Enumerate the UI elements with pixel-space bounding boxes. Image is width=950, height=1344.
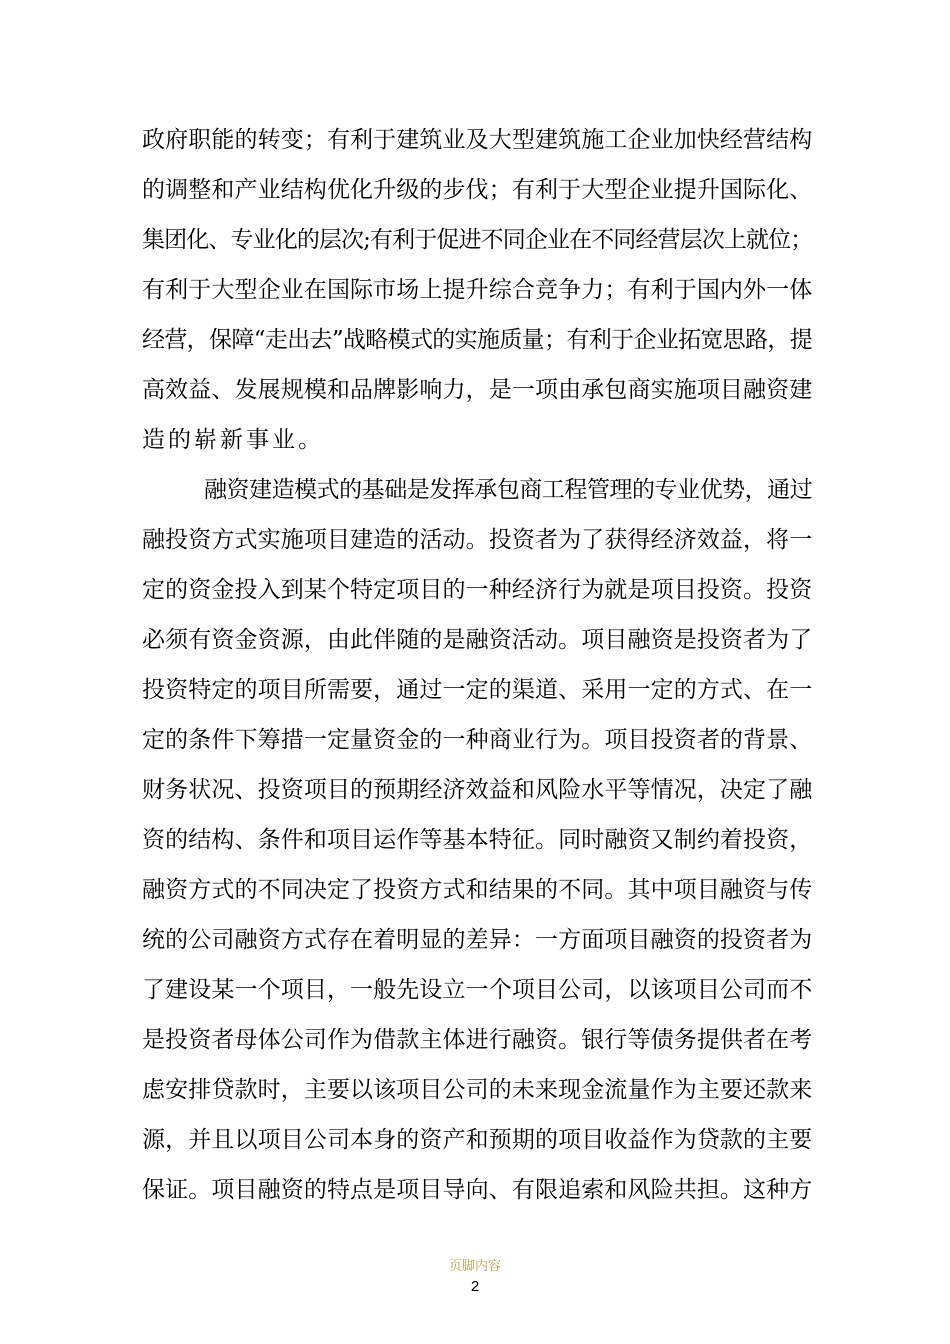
text-line: 有利于大型企业在国际市场上提升综合竞争力；有利于国内外一体 [142, 277, 813, 303]
text-line: 财务状况、投资项目的预期经济效益和风险水平等情况，决定了融 [142, 777, 813, 803]
text-line: 必须有资金资源，由此伴随的是融资活动。项目融资是投资者为了 [142, 627, 813, 653]
footer-label: 页脚内容 [448, 1259, 501, 1274]
text-line: 融资方式的不同决定了投资方式和结果的不同。其中项目融资与传 [142, 877, 813, 903]
text-line: 源，并且以项目公司本身的资产和预期的项目收益作为贷款的主要 [142, 1127, 813, 1153]
text-line: 统的公司融资方式存在着明显的差异：一方面项目融资的投资者为 [142, 927, 813, 953]
text-line: 高效益、发展规模和品牌影响力，是一项由承包商实施项目融资建 [142, 377, 813, 403]
text-line: 定的条件下筹措一定量资金的一种商业行为。项目投资者的背景、 [142, 727, 813, 753]
page-number: 2 [470, 1278, 480, 1295]
text-line: 造的崭新事业。 [142, 427, 324, 453]
text-line: 投资特定的项目所需要，通过一定的渠道、采用一定的方式、在一 [142, 677, 813, 703]
text-line: 的调整和产业结构优化升级的步伐；有利于大型企业提升国际化、 [142, 177, 813, 203]
text-line: 定的资金投入到某个特定项目的一种经济行为就是项目投资。投资 [142, 577, 813, 603]
text-line: 了建设某一个项目，一般先设立一个项目公司，以该项目公司而不 [142, 977, 813, 1003]
text-line: 保证。项目融资的特点是项目导向、有限追索和风险共担。这种方 [142, 1177, 813, 1203]
text-line: 资的结构、条件和项目运作等基本特征。同时融资又制约着投资， [142, 827, 813, 853]
text-line: 经营，保障“走出去”战略模式的实施质量；有利于企业拓宽思路，提 [142, 327, 813, 353]
text-line: 融投资方式实施项目建造的活动。投资者为了获得经济效益，将一 [142, 527, 813, 553]
text-line: 是投资者母体公司作为借款主体进行融资。银行等债务提供者在考 [142, 1027, 813, 1053]
text-line: 集团化、专业化的层次;有利于促进不同企业在不同经营层次上就位； [142, 227, 813, 253]
text-line: 融资建造模式的基础是发挥承包商工程管理的专业优势，通过 [204, 477, 813, 503]
text-line: 政府职能的转变；有利于建筑业及大型建筑施工企业加快经营结构 [142, 127, 813, 153]
text-line: 虑安排贷款时，主要以该项目公司的未来现金流量作为主要还款来 [142, 1077, 813, 1103]
